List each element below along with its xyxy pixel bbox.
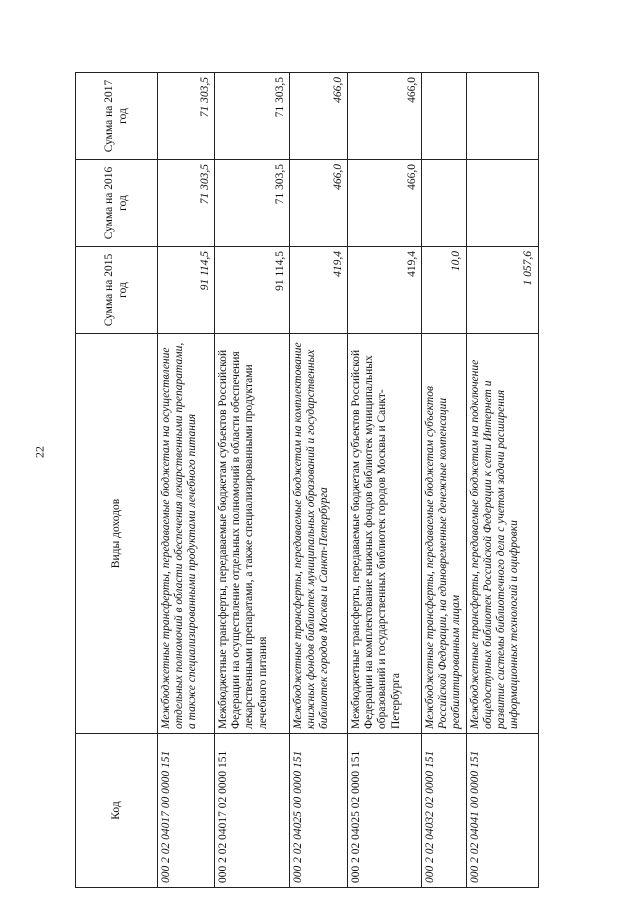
row-code: 000 2 02 04041 00 0000 151 <box>466 734 538 888</box>
header-code: Код <box>76 734 158 888</box>
rotated-table-container <box>75 72 535 888</box>
row-code: 000 2 02 04025 00 0000 151 <box>290 734 348 888</box>
row-sum-2017: 71 303,5 <box>158 73 215 160</box>
table-row <box>466 73 538 888</box>
row-kind: Межбюджетные трансферты, передаваемые бюджетам на подключение общедоступных библиотек Российской Федерации к сети Интернет и развитие системы библиотечного дела с учетом задачи расширения информационных технологий и оцифровки <box>466 334 538 734</box>
header-kind: Виды доходов <box>76 334 158 734</box>
row-sum-2015: 419,4 <box>290 247 348 334</box>
revenue-table <box>75 72 539 888</box>
table-row <box>158 73 215 888</box>
row-sum-2017 <box>466 73 538 160</box>
row-code: 000 2 02 04032 02 0000 151 <box>422 734 467 888</box>
row-sum-2015: 91 114,5 <box>158 247 215 334</box>
row-sum-2016 <box>422 160 467 247</box>
row-kind: Межбюджетные трансферты, передаваемые бюджетам субъектов Российской Федерации на осуществление отдельных полномочий в области обеспечения лекарственными препаратами, а также специализированными продуктами лечебного питания <box>215 334 290 734</box>
row-sum-2015: 10,0 <box>422 247 467 334</box>
table-row <box>215 73 290 888</box>
row-sum-2016: 466,0 <box>290 160 348 247</box>
row-sum-2017: 71 303,5 <box>215 73 290 160</box>
table-header-row <box>76 73 158 888</box>
row-kind: Межбюджетные трансферты, передаваемые бюджетам субъектов Российской Федерации, на единовременные денежные компенсации реабилитированным лицам <box>422 334 467 734</box>
row-kind: Межбюджетные трансферты, передаваемые бюджетам на осуществление отдельных полномочий в области обеспечения лекарственными препаратами, а также специализированными продуктами лечебного питания <box>158 334 215 734</box>
header-sum-2017: Сумма на 2017 год <box>76 73 158 160</box>
row-sum-2016: 71 303,5 <box>158 160 215 247</box>
row-code: 000 2 02 04025 02 0000 151 <box>348 734 422 888</box>
header-sum-2015: Сумма на 2015 год <box>76 247 158 334</box>
row-sum-2017 <box>422 73 467 160</box>
row-sum-2016: 466,0 <box>348 160 422 247</box>
row-kind: Межбюджетные трансферты, передаваемые бюджетам субъектов Российской Федерации на комплектование книжных фондов библиотек муниципальных образований и государственных библиотек городов Москвы и Санкт-Петербурга <box>348 334 422 734</box>
row-sum-2016: 71 303,5 <box>215 160 290 247</box>
table-row <box>422 73 467 888</box>
row-kind: Межбюджетные трансферты, передаваемые бюджетам на комплектование книжных фондов библиотек муниципальных образований и государственных библиотек городов Москвы и Санкт-Петербурга <box>290 334 348 734</box>
row-code: 000 2 02 04017 00 0000 151 <box>158 734 215 888</box>
table-row <box>348 73 422 888</box>
row-sum-2017: 466,0 <box>348 73 422 160</box>
row-sum-2016 <box>466 160 538 247</box>
row-sum-2015: 419,4 <box>348 247 422 334</box>
header-sum-2016: Сумма на 2016 год <box>76 160 158 247</box>
row-sum-2017: 466,0 <box>290 73 348 160</box>
row-sum-2015: 91 114,5 <box>215 247 290 334</box>
row-code: 000 2 02 04017 02 0000 151 <box>215 734 290 888</box>
table-row <box>290 73 348 888</box>
row-sum-2015: 1 057,6 <box>466 247 538 334</box>
page-number: 22 <box>32 446 47 458</box>
